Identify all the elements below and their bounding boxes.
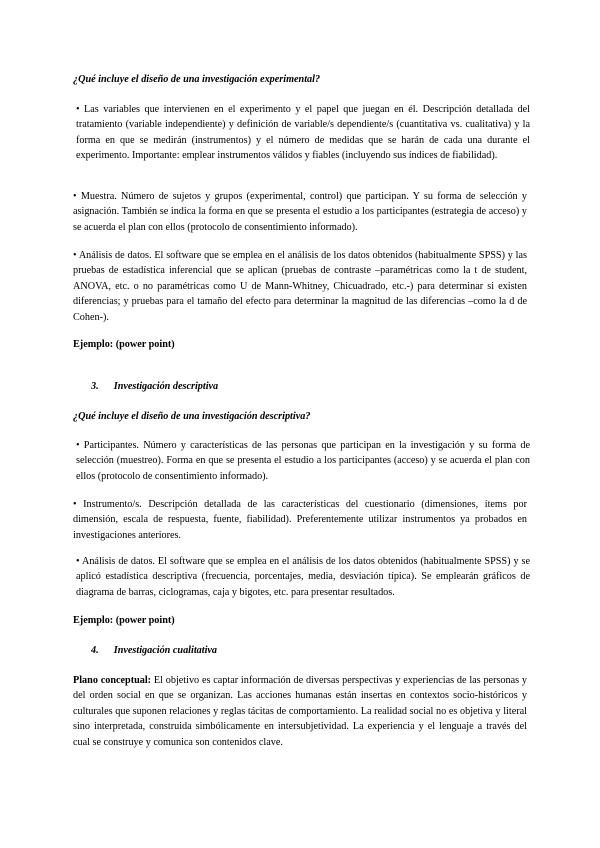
example-label-1: Ejemplo: (power point) [73, 339, 175, 350]
plano-conceptual-text: El objetivo es captar información de diversas perspectivas y experiencias de las personas y del orden social en que se organizan. Las acciones humanas están insertas en contextos socio-históricos y culturales que suponen relaciones y reglas tácitas de comportamiento. La realidad social no es objetiva y literal sino interpretada, construida simbólicamente en intersubjetividad. La experiencia y el lenguaje a través del cual se construye y comunica son contenidos clave. [73, 675, 528, 748]
bullet-analisis-experimental: • Análisis de datos. El software que se emplea en el análisis de los datos obtenidos (habitualmente SPSS) y las pruebas de estadística inferencial que se aplican (pruebas de contraste –paramétricas como la t de student, ANOVA, etc. o no paramétricas como U de Mann-Whitney, Chicuadrado, etc.-) para determinar si existen diferencias; y pruebas para el tamaño del efecto para determinar la magnitud de las diferencias –como la d de Cohen-). [73, 250, 527, 323]
section-question-descriptive: ¿Qué incluye el diseño de una investigación descriptiva? [73, 411, 311, 422]
plano-conceptual-label: Plano conceptual: [73, 675, 152, 686]
paragraph-plano-conceptual [73, 673, 527, 750]
section-question-experimental: ¿Qué incluye el diseño de una investigación experimental? [73, 74, 321, 85]
bullet-muestra: • Muestra. Número de sujetos y grupos (experimental, control) que participan. Y su forma de selección y asignación. También se indica la forma en que se presenta el estudio a los participantes (estrategia de acceso) y se acuerda el plan con ellos (protocolo de consentimiento informado). [73, 191, 527, 233]
heading-number: 4. [91, 645, 99, 656]
heading-qualitative [91, 643, 491, 658]
bullet-participantes: • Participantes. Número y características de las personas que participan en la investigación y su forma de selección (muestreo). Forma en que se presenta el estudio a los participantes (acceso) y se acuerda el plan con ellos (protocolo de consentimiento informado). [76, 440, 530, 482]
example-label-2: Ejemplo: (power point) [73, 615, 175, 626]
bullet-variables: • Las variables que intervienen en el experimento y el papel que juegan en él. Descripción detallada del tratamiento (variable independiente) y definición de variable/s dependiente/s (cuantitativa vs. cualitativa) y la forma en que se medirán (instrumentos) y el número de medidas que se harán de cada una durante el experimento. Importante: emplear instrumentos válidos y fiables (incluyendo sus índices de fiabilidad). [76, 104, 530, 162]
bullet-instrumentos: • Instrumento/s. Descripción detallada de las características del cuestionario (dimensiones, ítems por dimensión, escala de respuesta, fuente, fiabilidad). Preferentemente utilizar instrumentos ya probados en investigaciones anteriores. [73, 499, 527, 541]
bullet-analisis-descriptivo: • Análisis de datos. El software que se emplea en el análisis de los datos obtenidos (habitualmente SPSS) y se aplicó estadística descriptiva (frecuencia, porcentajes, media, desviación típica). Se emplearán gráficos de diagrama de barras, ciclogramas, caja y bigotes, etc. para presentar resultados. [76, 556, 530, 598]
heading-number: 3. [91, 381, 99, 392]
heading-title: Investigación cualitativa [113, 645, 218, 656]
heading-title: Investigación descriptiva [113, 381, 219, 392]
heading-descriptive [91, 379, 491, 394]
